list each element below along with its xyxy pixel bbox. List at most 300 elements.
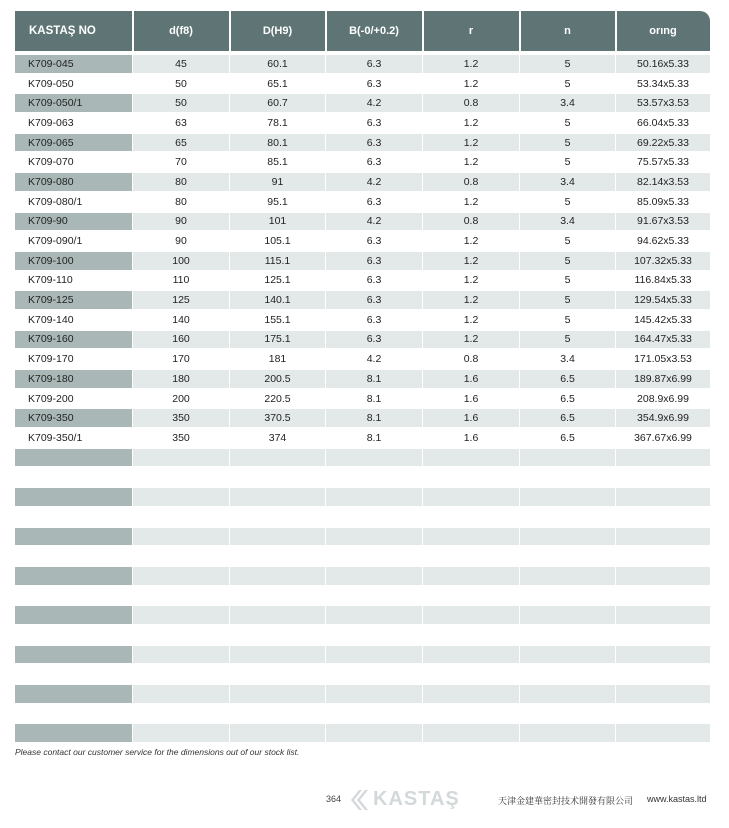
empty-table-row [15, 468, 710, 488]
cell-col-oring: 107.32x5.33 [616, 252, 710, 270]
header-col-oring: orıng [649, 25, 677, 37]
cell-col-kastas-no: K709-100 [15, 252, 132, 270]
empty-cell [616, 685, 710, 703]
cell-col-B: 4.2 [366, 353, 382, 366]
cell-col-r: 0.8 [423, 213, 519, 231]
header-divider [615, 11, 617, 51]
cell-col-B: 6.3 [366, 116, 382, 129]
cell-col-B: 6.3 [366, 156, 382, 169]
table-row [15, 429, 710, 449]
cell-col-r: 1.6 [463, 392, 479, 405]
empty-cell [230, 606, 325, 624]
cell-col-D: 60.7 [230, 94, 325, 112]
cell-col-D: 374 [268, 431, 287, 444]
empty-cell [616, 724, 710, 742]
cell-col-d: 70 [175, 156, 187, 169]
table-row [15, 193, 710, 213]
cell-col-d: 140 [172, 313, 190, 326]
cell-col-kastas-no: K709-045 [15, 55, 132, 73]
cell-col-B: 8.1 [326, 370, 422, 388]
empty-cell [133, 665, 229, 683]
cell-col-d: 45 [133, 55, 229, 73]
empty-cell [326, 646, 422, 664]
cell-col-kastas-no: K709-350 [15, 409, 132, 427]
empty-table-row [15, 587, 710, 607]
empty-cell [423, 488, 519, 506]
header-divider [132, 11, 134, 51]
empty-cell [133, 567, 229, 585]
empty-cell [423, 468, 519, 486]
cell-col-d: 80 [133, 173, 229, 191]
table-row [15, 291, 710, 311]
empty-cell [15, 468, 132, 486]
brand-name: KASTAŞ [373, 788, 460, 810]
empty-cell [15, 606, 132, 624]
cell-col-oring: 53.57x3.53 [616, 94, 710, 112]
empty-cell [230, 488, 325, 506]
cell-col-n: 3.4 [520, 213, 615, 231]
cell-col-kastas-no: K709-200 [28, 392, 74, 405]
empty-cell [616, 626, 710, 644]
cell-col-r: 1.2 [423, 134, 519, 152]
cell-col-r: 1.2 [463, 274, 479, 287]
empty-cell [423, 626, 519, 644]
empty-cell [520, 646, 615, 664]
empty-cell [230, 665, 325, 683]
cell-col-r: 1.2 [423, 55, 519, 73]
empty-cell [15, 547, 132, 565]
empty-cell [520, 685, 615, 703]
kastas-logo-icon [349, 789, 371, 811]
empty-table-row [15, 449, 710, 469]
cell-col-oring: 367.67x6.99 [634, 431, 692, 444]
empty-cell [133, 508, 229, 526]
cell-col-D: 181 [268, 353, 287, 366]
cell-col-r: 1.2 [423, 291, 519, 309]
empty-cell [616, 665, 710, 683]
table-row [15, 350, 710, 370]
empty-cell [15, 567, 132, 585]
cell-col-kastas-no: K709-160 [15, 331, 132, 349]
empty-table-row [15, 528, 710, 548]
cell-col-D: 370.5 [230, 409, 325, 427]
cell-col-r: 0.8 [423, 94, 519, 112]
empty-cell [15, 705, 132, 723]
cell-col-n: 3.4 [520, 173, 615, 191]
empty-table-row [15, 508, 710, 528]
empty-cell [326, 724, 422, 742]
cell-col-d: 170 [172, 353, 190, 366]
empty-cell [520, 449, 615, 467]
table-row [15, 272, 710, 292]
cell-col-n: 5 [564, 313, 571, 326]
table-row [15, 213, 710, 233]
empty-cell [230, 685, 325, 703]
page-footer [0, 786, 729, 816]
cell-col-r: 1.6 [423, 370, 519, 388]
cell-col-B: 6.3 [326, 331, 422, 349]
empty-cell [616, 547, 710, 565]
empty-cell [326, 449, 422, 467]
empty-cell [15, 587, 132, 605]
empty-cell [230, 587, 325, 605]
empty-cell [133, 606, 229, 624]
empty-cell [230, 528, 325, 546]
cell-col-r: 0.8 [463, 353, 479, 366]
empty-cell [15, 685, 132, 703]
cell-col-n: 6.5 [520, 370, 615, 388]
cell-col-oring: 69.22x5.33 [616, 134, 710, 152]
cell-col-d: 63 [175, 116, 187, 129]
empty-cell [423, 665, 519, 683]
empty-cell [15, 449, 132, 467]
cell-col-d: 90 [175, 235, 187, 248]
cell-col-B: 4.2 [326, 94, 422, 112]
header-col-D: D(H9) [262, 25, 293, 37]
cell-col-n: 3.4 [520, 94, 615, 112]
header-col-n: n [564, 25, 571, 37]
empty-cell [326, 705, 422, 723]
cell-col-oring: 50.16x5.33 [616, 55, 710, 73]
cell-col-n: 3.4 [560, 353, 575, 366]
cell-col-n: 5 [564, 235, 571, 248]
cell-col-D: 85.1 [267, 156, 288, 169]
empty-cell [520, 724, 615, 742]
cell-col-r: 1.2 [463, 116, 479, 129]
cell-col-oring: 129.54x5.33 [616, 291, 710, 309]
cell-col-oring: 91.67x3.53 [616, 213, 710, 231]
table-row [15, 75, 710, 95]
table-row [15, 331, 710, 351]
cell-col-kastas-no: K709-050/1 [15, 94, 132, 112]
cell-col-r: 1.2 [463, 313, 479, 326]
empty-cell [616, 488, 710, 506]
empty-cell [133, 468, 229, 486]
cell-col-D: 155.1 [264, 313, 291, 326]
table-row [15, 409, 710, 429]
empty-table-row [15, 488, 710, 508]
website-link[interactable]: www.kastas.ltd [647, 794, 707, 804]
cell-col-oring: 354.9x6.99 [616, 409, 710, 427]
cell-col-B: 6.3 [366, 77, 382, 90]
empty-table-row [15, 705, 710, 725]
empty-table-row [15, 665, 710, 685]
empty-cell [423, 606, 519, 624]
cell-col-r: 1.6 [423, 409, 519, 427]
cell-col-n: 5 [564, 156, 571, 169]
cell-col-B: 6.3 [326, 252, 422, 270]
empty-cell [423, 547, 519, 565]
cell-col-D: 115.1 [230, 252, 325, 270]
header-divider [519, 11, 521, 51]
cell-col-n: 5 [564, 77, 571, 90]
cell-col-D: 220.5 [264, 392, 291, 405]
cell-col-kastas-no: K709-063 [28, 116, 74, 129]
cell-col-kastas-no: K709-050 [28, 77, 74, 90]
empty-cell [520, 547, 615, 565]
cell-col-d: 65 [133, 134, 229, 152]
cell-col-r: 0.8 [423, 173, 519, 191]
empty-cell [423, 646, 519, 664]
cell-col-B: 8.1 [366, 431, 382, 444]
empty-cell [423, 724, 519, 742]
table-row [15, 134, 710, 154]
empty-cell [616, 528, 710, 546]
cell-col-r: 1.6 [463, 431, 479, 444]
empty-cell [326, 468, 422, 486]
cell-col-r: 1.2 [423, 252, 519, 270]
header-col-r: r [468, 25, 474, 37]
table-row [15, 311, 710, 331]
empty-cell [423, 567, 519, 585]
empty-table-row [15, 646, 710, 666]
cell-col-r: 1.2 [463, 77, 479, 90]
cell-col-oring: 171.05x3.53 [634, 353, 692, 366]
cell-col-n: 5 [520, 252, 615, 270]
cell-col-kastas-no: K709-080 [15, 173, 132, 191]
empty-cell [520, 587, 615, 605]
table-header [15, 11, 710, 51]
cell-col-kastas-no: K709-080/1 [28, 195, 83, 208]
cell-col-D: 60.1 [230, 55, 325, 73]
table-row [15, 390, 710, 410]
cell-col-n: 6.5 [560, 392, 575, 405]
table-row [15, 94, 710, 114]
empty-cell [520, 528, 615, 546]
cell-col-D: 200.5 [230, 370, 325, 388]
cell-col-oring: 66.04x5.33 [637, 116, 689, 129]
cell-col-d: 160 [133, 331, 229, 349]
cell-col-n: 5 [520, 331, 615, 349]
cell-col-D: 125.1 [264, 274, 291, 287]
empty-cell [423, 449, 519, 467]
empty-cell [133, 547, 229, 565]
empty-cell [133, 449, 229, 467]
cell-col-B: 8.1 [366, 392, 382, 405]
empty-cell [616, 587, 710, 605]
empty-cell [616, 508, 710, 526]
empty-cell [133, 646, 229, 664]
empty-cell [230, 626, 325, 644]
table-row [15, 153, 710, 173]
empty-cell [423, 587, 519, 605]
empty-cell [230, 449, 325, 467]
empty-cell [15, 665, 132, 683]
cell-col-kastas-no: K709-125 [15, 291, 132, 309]
empty-cell [616, 705, 710, 723]
empty-cell [15, 508, 132, 526]
empty-cell [616, 567, 710, 585]
stock-note: Please contact our customer service for the dimensions out of our stock list. [15, 747, 300, 757]
empty-cell [15, 488, 132, 506]
cell-col-oring: 208.9x6.99 [637, 392, 689, 405]
cell-col-d: 110 [172, 274, 190, 287]
empty-cell [520, 626, 615, 644]
dimensions-table [15, 11, 710, 744]
cell-col-kastas-no: K709-090/1 [28, 235, 83, 248]
cell-col-kastas-no: K709-90 [15, 213, 132, 231]
cell-col-D: 95.1 [267, 195, 288, 208]
empty-table-row [15, 724, 710, 744]
empty-cell [520, 606, 615, 624]
empty-cell [230, 468, 325, 486]
cell-col-r: 1.2 [463, 156, 479, 169]
empty-cell [15, 724, 132, 742]
cell-col-d: 50 [133, 94, 229, 112]
cell-col-oring: 94.62x5.33 [637, 235, 689, 248]
cell-col-kastas-no: K709-065 [15, 134, 132, 152]
cell-col-B: 4.2 [326, 213, 422, 231]
cell-col-oring: 164.47x5.33 [616, 331, 710, 349]
table-row [15, 370, 710, 390]
cell-col-B: 6.3 [366, 235, 382, 248]
cell-col-d: 125 [133, 291, 229, 309]
empty-cell [230, 508, 325, 526]
cell-col-oring: 82.14x3.53 [616, 173, 710, 191]
empty-cell [133, 724, 229, 742]
table-row [15, 55, 710, 75]
empty-cell [133, 685, 229, 703]
cell-col-D: 101 [230, 213, 325, 231]
cell-col-B: 6.3 [366, 274, 382, 287]
cell-col-B: 6.3 [326, 134, 422, 152]
header-col-kastas-no: KASTAŞ NO [29, 25, 96, 37]
empty-cell [326, 488, 422, 506]
cell-col-d: 350 [172, 431, 190, 444]
header-divider [325, 11, 327, 51]
empty-table-row [15, 547, 710, 567]
cell-col-n: 5 [520, 55, 615, 73]
cell-col-B: 4.2 [326, 173, 422, 191]
cell-col-kastas-no: K709-070 [28, 156, 74, 169]
empty-cell [520, 705, 615, 723]
cell-col-n: 6.5 [560, 431, 575, 444]
empty-cell [230, 567, 325, 585]
cell-col-B: 6.3 [326, 55, 422, 73]
empty-cell [15, 528, 132, 546]
page-number: 364 [326, 794, 342, 804]
empty-cell [326, 587, 422, 605]
empty-cell [520, 665, 615, 683]
empty-cell [616, 606, 710, 624]
empty-cell [520, 468, 615, 486]
empty-cell [520, 488, 615, 506]
empty-cell [133, 488, 229, 506]
cell-col-D: 80.1 [230, 134, 325, 152]
empty-cell [326, 567, 422, 585]
cell-col-d: 350 [133, 409, 229, 427]
empty-cell [15, 626, 132, 644]
table-row [15, 252, 710, 272]
cell-col-d: 180 [133, 370, 229, 388]
header-col-B: B(-0/+0.2) [349, 25, 399, 37]
cell-col-B: 6.3 [366, 195, 382, 208]
empty-cell [520, 567, 615, 585]
empty-cell [326, 508, 422, 526]
empty-cell [326, 665, 422, 683]
table-row [15, 232, 710, 252]
cell-col-kastas-no: K709-140 [28, 313, 74, 326]
cell-col-d: 80 [175, 195, 187, 208]
cell-col-d: 90 [133, 213, 229, 231]
cell-col-B: 6.3 [366, 313, 382, 326]
table-row [15, 173, 710, 193]
header-divider [422, 11, 424, 51]
empty-cell [423, 705, 519, 723]
empty-cell [326, 547, 422, 565]
cell-col-kastas-no: K709-350/1 [28, 431, 83, 444]
cell-col-B: 8.1 [326, 409, 422, 427]
empty-cell [133, 528, 229, 546]
empty-cell [616, 646, 710, 664]
cell-col-r: 1.2 [423, 331, 519, 349]
empty-cell [520, 508, 615, 526]
table-row [15, 114, 710, 134]
empty-table-row [15, 606, 710, 626]
company-name-chinese: 天津金建華密封技术開發有限公司 [498, 796, 634, 806]
empty-cell [133, 626, 229, 644]
empty-cell [133, 587, 229, 605]
header-divider [229, 11, 231, 51]
kastas-logo [349, 788, 460, 811]
empty-cell [133, 705, 229, 723]
cell-col-kastas-no: K709-110 [28, 274, 73, 287]
empty-cell [423, 685, 519, 703]
cell-col-r: 1.2 [463, 235, 479, 248]
table-body [15, 51, 710, 744]
cell-col-oring: 85.09x5.33 [637, 195, 689, 208]
empty-table-row [15, 626, 710, 646]
cell-col-oring: 116.84x5.33 [634, 274, 692, 287]
empty-cell [423, 508, 519, 526]
cell-col-oring: 189.87x6.99 [616, 370, 710, 388]
cell-col-D: 91 [230, 173, 325, 191]
cell-col-d: 50 [175, 77, 187, 90]
empty-cell [616, 449, 710, 467]
empty-cell [15, 646, 132, 664]
cell-col-oring: 53.34x5.33 [637, 77, 689, 90]
cell-col-D: 175.1 [230, 331, 325, 349]
cell-col-n: 5 [520, 134, 615, 152]
empty-cell [230, 705, 325, 723]
cell-col-D: 65.1 [267, 77, 288, 90]
cell-col-d: 100 [133, 252, 229, 270]
cell-col-n: 5 [564, 116, 571, 129]
cell-col-n: 5 [564, 274, 571, 287]
empty-cell [230, 547, 325, 565]
cell-col-n: 6.5 [520, 409, 615, 427]
cell-col-oring: 145.42x5.33 [634, 313, 692, 326]
empty-cell [326, 606, 422, 624]
cell-col-n: 5 [564, 195, 571, 208]
cell-col-D: 140.1 [230, 291, 325, 309]
empty-cell [230, 646, 325, 664]
cell-col-n: 5 [520, 291, 615, 309]
cell-col-D: 78.1 [267, 116, 288, 129]
empty-table-row [15, 685, 710, 705]
empty-table-row [15, 567, 710, 587]
cell-col-r: 1.2 [463, 195, 479, 208]
cell-col-kastas-no: K709-170 [28, 353, 74, 366]
empty-cell [230, 724, 325, 742]
empty-cell [616, 468, 710, 486]
empty-cell [326, 685, 422, 703]
cell-col-B: 6.3 [326, 291, 422, 309]
empty-cell [423, 528, 519, 546]
cell-col-d: 200 [172, 392, 190, 405]
empty-cell [326, 528, 422, 546]
cell-col-oring: 75.57x5.33 [637, 156, 689, 169]
